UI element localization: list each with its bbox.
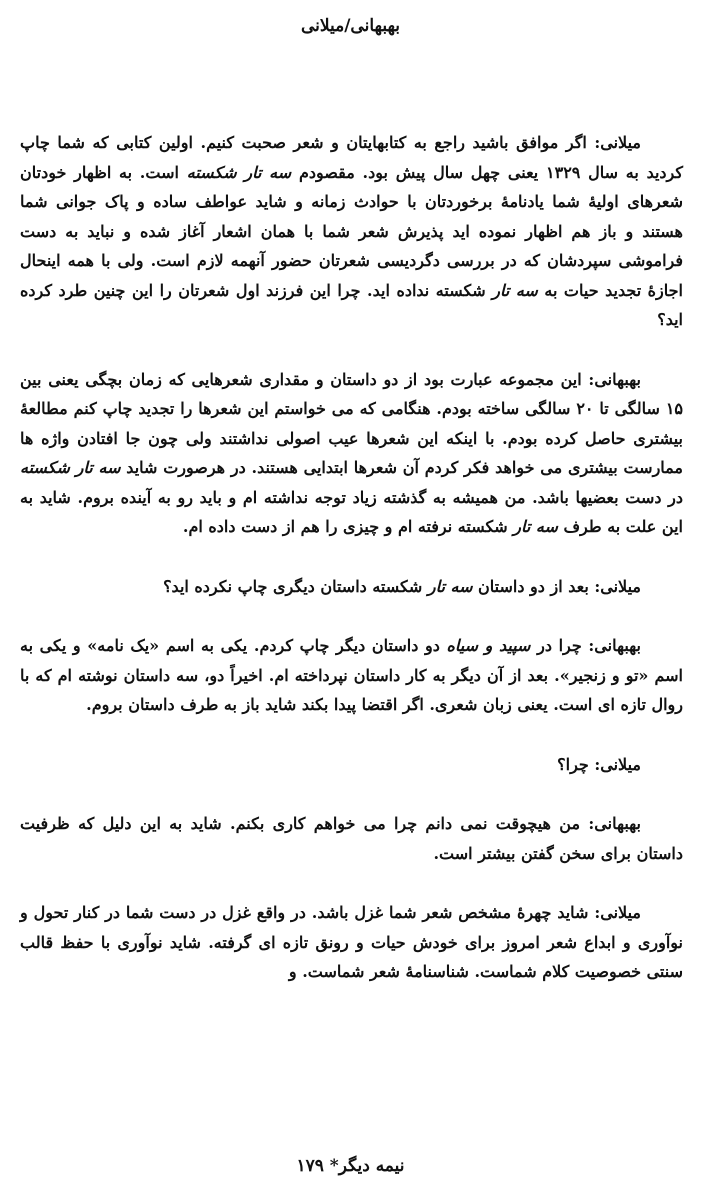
speaker-label: میلانی:: [594, 903, 641, 922]
book-title: سه تار: [513, 517, 558, 536]
running-head: بهبهانی/میلانی: [300, 16, 401, 36]
book-title: سپید و سیاه: [446, 636, 531, 655]
paragraph-behbahani-1: بهبهانی: این مجموعه عبارت بود از دو داستان و مقداری شعرهایی که زمان بچگی یعنی بین ۱۵ سالگی تا ۲۰ سالگی ساخته بودم. هنگامی که می خواستم این شعرها را تجدید چاپ کنم مطالعهٔ بیشتری حاصل کرده بودم. با اینکه این شعرها عیب اصولی نداشتند ولی چون جا افتادن واژه ها ممارست بیشتری می خواهد فکر کردم آن شعرها ابتدایی هستند. در هرصورت شاید سه تار شکسته در دست بعضیها باشد. من همیشه به گذشته زیاد توجه نداشته ام و باید رو به آینده بروم. شاید به این علت به طرف سه تار شکسته نرفته ام و چیزی را هم از دست داده ام.: [20, 369, 684, 536]
paragraph-milani-4: میلانی: شاید چهرهٔ مشخص شعر شما غزل باشد. در واقع غزل در دست شما در کنار تحول و نوآوری و ابداع شعر امروز برای خودش حیات و رونق تازه ای گرفته. شاید نوآوری با حفظ قالب سنتی خصوصیت کلام شماست. شناسنامهٔ شعر شماست. و: [20, 903, 683, 981]
paragraph-milani-3: میلانی: چرا؟: [557, 754, 641, 774]
speaker-label: بهبهانی:: [588, 369, 642, 389]
book-title: سه تار شکسته: [186, 162, 292, 182]
paragraph-behbahani-3: بهبهانی: من هیچوقت نمی دانم چرا می خواهم کاری بکنم. شاید به این دلیل که ظرفیت داستان برای سخن گفتن بیشتر است.: [20, 814, 683, 863]
book-title: سه تار شکسته: [20, 458, 121, 477]
speaker-label: میلانی:: [594, 133, 641, 152]
book-title: سه تار: [427, 576, 473, 596]
speaker-label: میلانی:: [594, 754, 641, 774]
speaker-label: میلانی:: [594, 576, 641, 596]
paragraph-milani-2: میلانی: بعد از دو داستان سه تار شکسته داستان دیگری چاپ نکرده اید؟: [163, 576, 641, 596]
paragraph-milani-1: میلانی: اگر موافق باشید راجع به کتابهایتان و شعر صحبت کنیم. اولین کتابی که شما چاپ کردید به سال ۱۳۲۹ یعنی چهل سال پیش بود. مقصودم سه تار شکسته است. به اظهار خودتان شعرهای اولیهٔ شما یادنامهٔ برخوردتان با حوادث زمانه و شاید عواطف ساده و پاک جوانی شما هستند و باز هم اظهار نموده اید پذیرش شعر شما با همان اشعار آغاز شده و نباید به دست فراموشی سپردشان که در بررسی دگردیسی شعرتان حضور آنهمه لازم است. ولی با همه اینحال اجازهٔ تجدید حیات به سه تار شکسته نداده اید. چرا این فرزند اول شعرتان را این چنین طرد کرده اید؟: [20, 133, 684, 329]
page-footer-folio: نیمه دیگر* ۱۷۹: [296, 1156, 405, 1176]
interview-text: [20, 128, 683, 987]
speaker-label: بهبهانی:: [588, 814, 641, 833]
paragraph-behbahani-2: بهبهانی: چرا در سپید و سیاه دو داستان دیگر چاپ کردم. یکی به اسم «یک نامه» و یکی به اسم «تو و زنجیر». بعد از آن دیگر به کار داستان نپرداخته ام. اخیراً دو، سه داستان نوشته ام که با روال تازه ای است. یعنی زبان شعری. اگر اقتضا پیدا بکند شاید باز به طرف داستان بروم.: [20, 636, 683, 714]
book-title: سه تار: [492, 280, 538, 300]
speaker-label: بهبهانی:: [588, 636, 641, 655]
